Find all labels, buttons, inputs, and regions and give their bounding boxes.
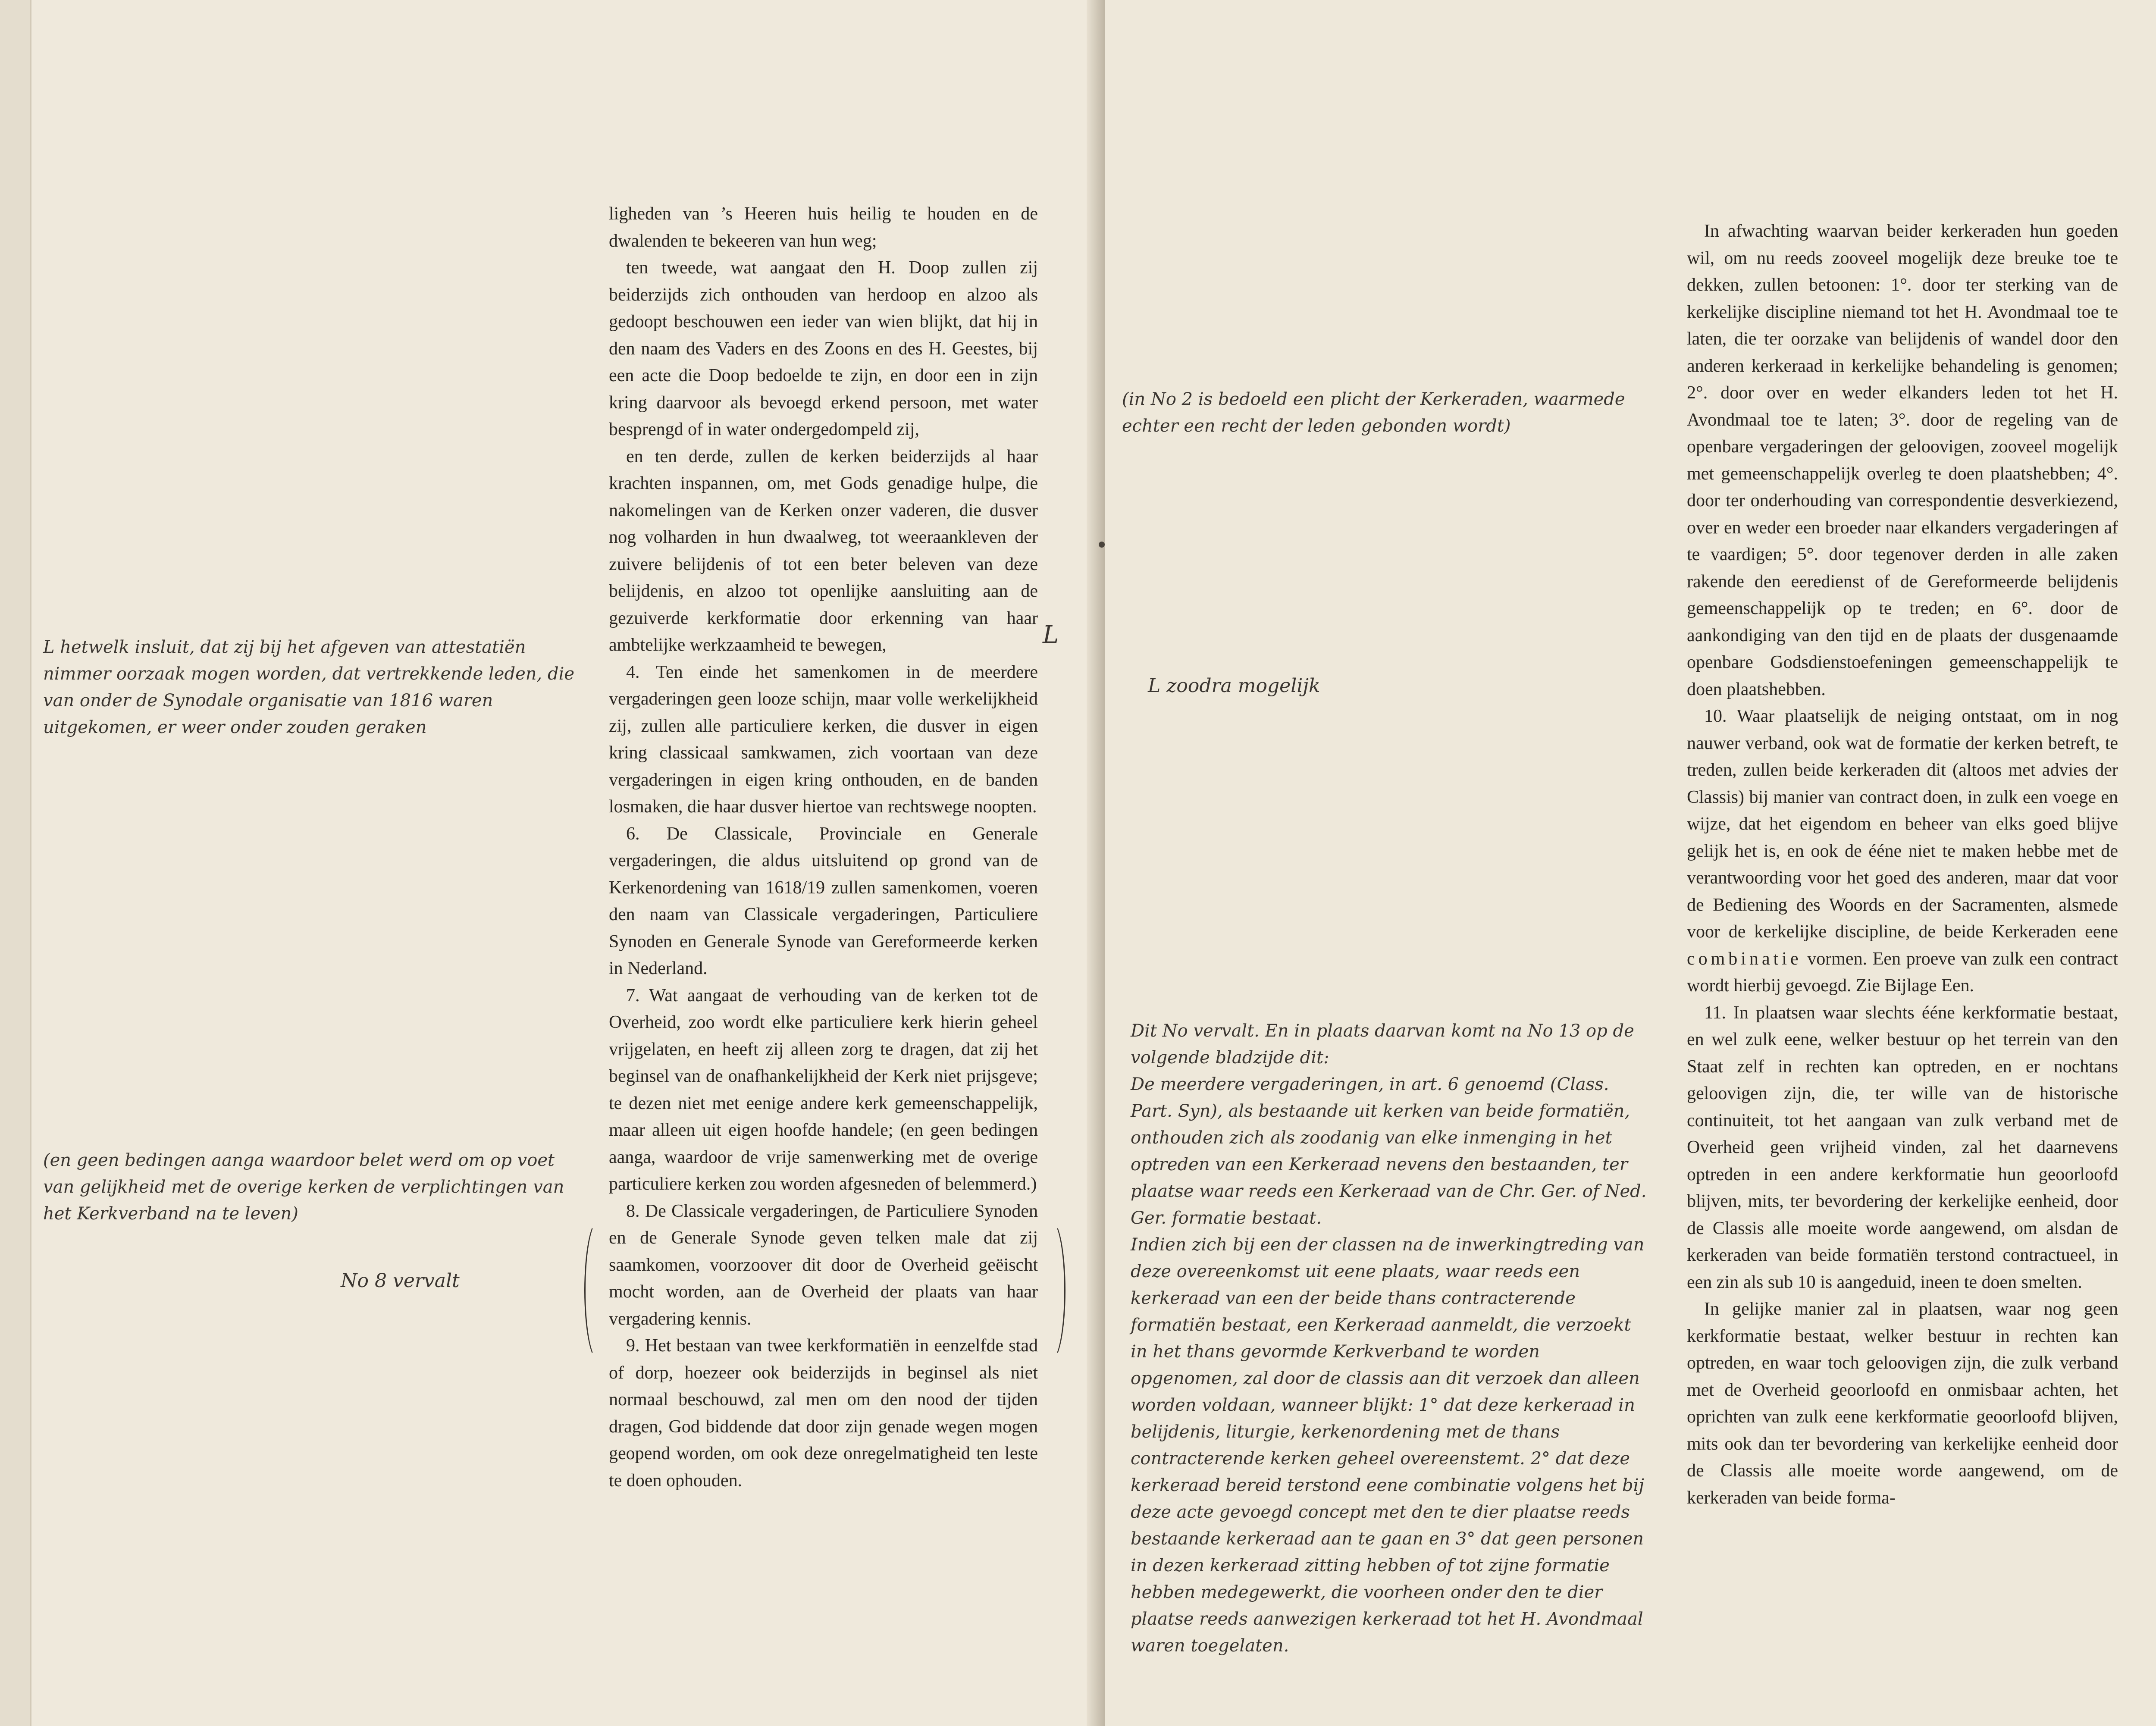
- printed-paragraph: 4. Ten einde het samenkomen in de meerdere vergaderingen geen looze schijn, maar volle werkelijkheid zij, zullen alle particuliere kerken, die dusver in eigen kring classicaal samkwamen, zich voortaan van deze vergaderingen in eigen kring onthouden, en de banden losmaken, die haar dusver hiertoe van rechtswege noopten.: [609, 662, 1038, 817]
- handwritten-note: (en geen bedingen aanga waardoor belet werd om op voet van gelijkheid met de overige kerken de verplichtingen van het Kerkverband na te leven): [43, 1150, 564, 1224]
- printed-paragraph: 6. De Classicale, Provinciale en Generale vergaderingen, die aldus uitsluitend op grond van de Kerkenordening van 1618/19 zullen samenkomen, voeren den naam van Classicale vergaderingen, Particuliere Synoden en Generale Synode van Gereformeerde kerken in Nederland.: [609, 824, 1038, 978]
- printed-paragraph: In afwachting waarvan beider kerkeraden hun goeden wil, om nu reeds zooveel mogelijk deze breuke toe te dekken, zullen betoonen: 1°. door ter sterking van de kerkelijke discipline niemand tot het H. Avondmaal toe te laten, die ter oorzake van belijdenis of wandel door den anderen kerkeraad in kerkelijke behandeling is genomen; 2°. door over en weder elkanders leden tot het H. Avondmaal toe te laten; 3°. door de regeling van de openbare vergaderingen der geloovigen, zooveel mogelijk met gemeenschappelijk overleg te doen plaatshebben; 4°. door ter onderhouding van correspondentie desverkiezend, over en weder een broeder naar elkanders vergaderingen af te vaardigen; 5°. door tegenover derden in alle zaken rakende den eeredienst of de Gereformeerde belijdenis gemeenschappelijk op te treden; en 6°. door de aankondiging van den tijd en de plaats der dusgenaamde openbare Godsdienstoefeningen gemeenschappelijk te doen plaatshebben.: [1687, 221, 2118, 699]
- handwritten-note: (in No 2 is bedoeld een plicht der Kerkeraden, waarmede echter een recht der leden gebonden wordt): [1122, 389, 1625, 436]
- binding-hole: [1099, 542, 1105, 548]
- page-edge: [0, 0, 31, 1726]
- printed-paragraph: 9. Het bestaan van twee kerkformatiën in eenzelfde stad of dorp, hoezeer ook beiderzijds in beginsel als niet normaal beschouwd, zal men om den nood der tijden dragen, God biddende dat door zijn genade wegen mogen geopend worden, om ook deze onregelmatigheid ten leste te doen ophouden.: [609, 1336, 1038, 1491]
- right-page: [1105, 0, 2156, 1726]
- printed-paragraph: 7. Wat aangaat de verhouding van de kerken tot de Overheid, zoo wordt elke particuliere kerk hierin geheel vrijgelaten, en heeft zij alleen zorg te dragen, dat zij het beginsel van de onafhankelijkheid der Kerk niet prijsgeve; te dezen niet met eenige andere kerk gemeenschappelijk, maar alleen uit eigen hoofde handele; (en geen bedingen aanga, waardoor de vrije samenwerking met de overige particuliere kerken zou worden afgesneden of belemmerd.): [609, 985, 1038, 1194]
- bracket-mark: [584, 1220, 1065, 1361]
- insertion-mark: L: [1043, 621, 1059, 649]
- handwritten-note: No 8 vervalt: [341, 1270, 460, 1292]
- spaced-word: combinatie: [1687, 949, 1802, 969]
- printed-paragraph: 11. In plaatsen waar slechts ééne kerkformatie bestaat, en wel zulk eene, welker bestuur op het terrein van den Staat zelf in rechten kan optreden, en er nochtans geloovigen zijn, die, ter wille van de historische continuiteit, tot het aangaan van zulk verband met de Overheid geen vrijheid vinden, zal het daarnevens optreden in een andere kerkformatie hun geoorloofd blijven, mits, ter bevordering der kerkelijke eenheid, door de Classis alle moeite worde aangewend, om alsdan de kerkeraden van beide formatiën terstond contractueel, in een zin als sub 10 is aangeduid, ineen te doen smelten.: [1687, 1002, 2118, 1292]
- right-printed-column: [1687, 218, 2118, 1511]
- handwritten-note: L hetwelk insluit, dat zij bij het afgeven van attestatiën nimmer oorzaak mogen worden, dat vertrekkende leden, die van onder de Synodale organisatie van 1816 waren uitgekomen, er weer onder zouden geraken: [43, 637, 575, 737]
- handwritten-note: L zoodra mogelijk: [1148, 675, 1320, 697]
- handwritten-note: Dit No vervalt. En in plaats daarvan komt na No 13 op de volgende bladzijde dit: De meerdere vergaderingen, in art. 6 genoemd (Class. Part. Syn), als bestaande uit kerken van beide formatiën, onthouden zich als zoodanig van elke inmenging in het optreden van een Kerkeraad nevens den bestaanden, ter plaatse waar reeds een Kerkeraad van de Chr. Ger. of Ned. Ger. formatie bestaat. Indien zich bij een der classen na de inwerkingtreding van deze overeenkomst uit eene plaats, waar reeds een kerkeraad van een der beide thans contracterende formatiën bestaat, een Kerkeraad aanmeldt, die verzoekt in het thans gevormde Kerkverband te worden opgenomen, zal door de classis aan dit verzoek dan alleen worden voldaan, wanneer blijkt: 1° dat deze kerkeraad in belijdenis, liturgie, kerkenordening met de thans contracterende kerken geheel overeenstemt. 2° dat deze kerkeraad bereid terstond eene combinatie volgens het bij deze acte gevoegd concept met den te dier plaatse reeds bestaande kerkeraad aan te gaan en 3° dat geen personen in dezen kerkeraad zitting hebben of tot zijne formatie hebben medegewerkt, die voorheen onder den te dier plaatse reeds aanwezigen kerkeraad tot het H. Avondmaal waren toegelaten.: [1131, 1021, 1647, 1656]
- printed-paragraph: en ten derde, zullen de kerken beiderzijds al haar krachten inspannen, om, met Gods genadige hulpe, die nakomelingen van de Kerken onzer vaderen, die dusver nog volharden in hun dwaalweg, tot weeraankleven der zuivere belijdenis of tot een beter beleven van deze belijdenis, en alzoo tot openlijke aansluiting aan de gezuiverde kerkformatie door erkenning van haar ambtelijke werkzaamheid te bewegen,: [609, 446, 1038, 655]
- printed-paragraph: In gelijke manier zal in plaatsen, waar nog geen kerkformatie bestaat, welker bestuur in rechten kan optreden, en waar toch geloovigen zijn, die zulk verband met de Overheid geoorloofd en onmisbaar achten, het oprichten van zulk eene kerkformatie geoorloofd blijven, mits ook dan ter bevordering van kerkelijke eenheid door de Classis alle moeite worde aangewend, om de kerkeraden van beide forma-: [1687, 1299, 2118, 1508]
- printed-paragraph: 8. De Classicale vergaderingen, de Particuliere Synoden en de Generale Synode geven telken male dat zij saamkomen, voorzoover dit door de Overheid geëischt mocht worden, aan de Overheid der plaats van haar vergadering kennis.: [609, 1201, 1038, 1329]
- printed-paragraph: ten tweede, wat aangaat den H. Doop zullen zij beiderzijds zich onthouden van herdoop en alzoo als gedoopt beschouwen een ieder van wien blijkt, dat hij in den naam des Vaders en des Zoons en des H. Geestes, bij een acte die Doop bedoelde te zijn, en door een in zijn kring daarvoor als bevoegd erkend persoon, met water besprengd of in water ondergedompeld zij,: [609, 258, 1038, 439]
- printed-paragraph: 10. Waar plaatselijk de neiging ontstaat, om in nog nauwer verband, ook wat de formatie der kerken betreft, te treden, zullen beide kerkeraden dit (altoos met advies der Classis) bij manier van contract doen, in zulk een voege en wijze, dat het eigendom en beheer van elks goed blijve gelijk het is, en ook de ééne niet te maken hebbe met de verantwoording voor het goed des anderen, maar dat voor de Bediening des Woords en der Sacramenten, alsmede voor de kerkelijke discipline, de beide Kerkeraden eene combinatie vormen. Een proeve van zulk een contract wordt hierbij gevoegd. Zie Bijlage Een.: [1687, 706, 2118, 996]
- printed-paragraph: ligheden van ’s Heeren huis heilig te houden en de dwalenden te bekeeren van hun weg;: [609, 204, 1038, 251]
